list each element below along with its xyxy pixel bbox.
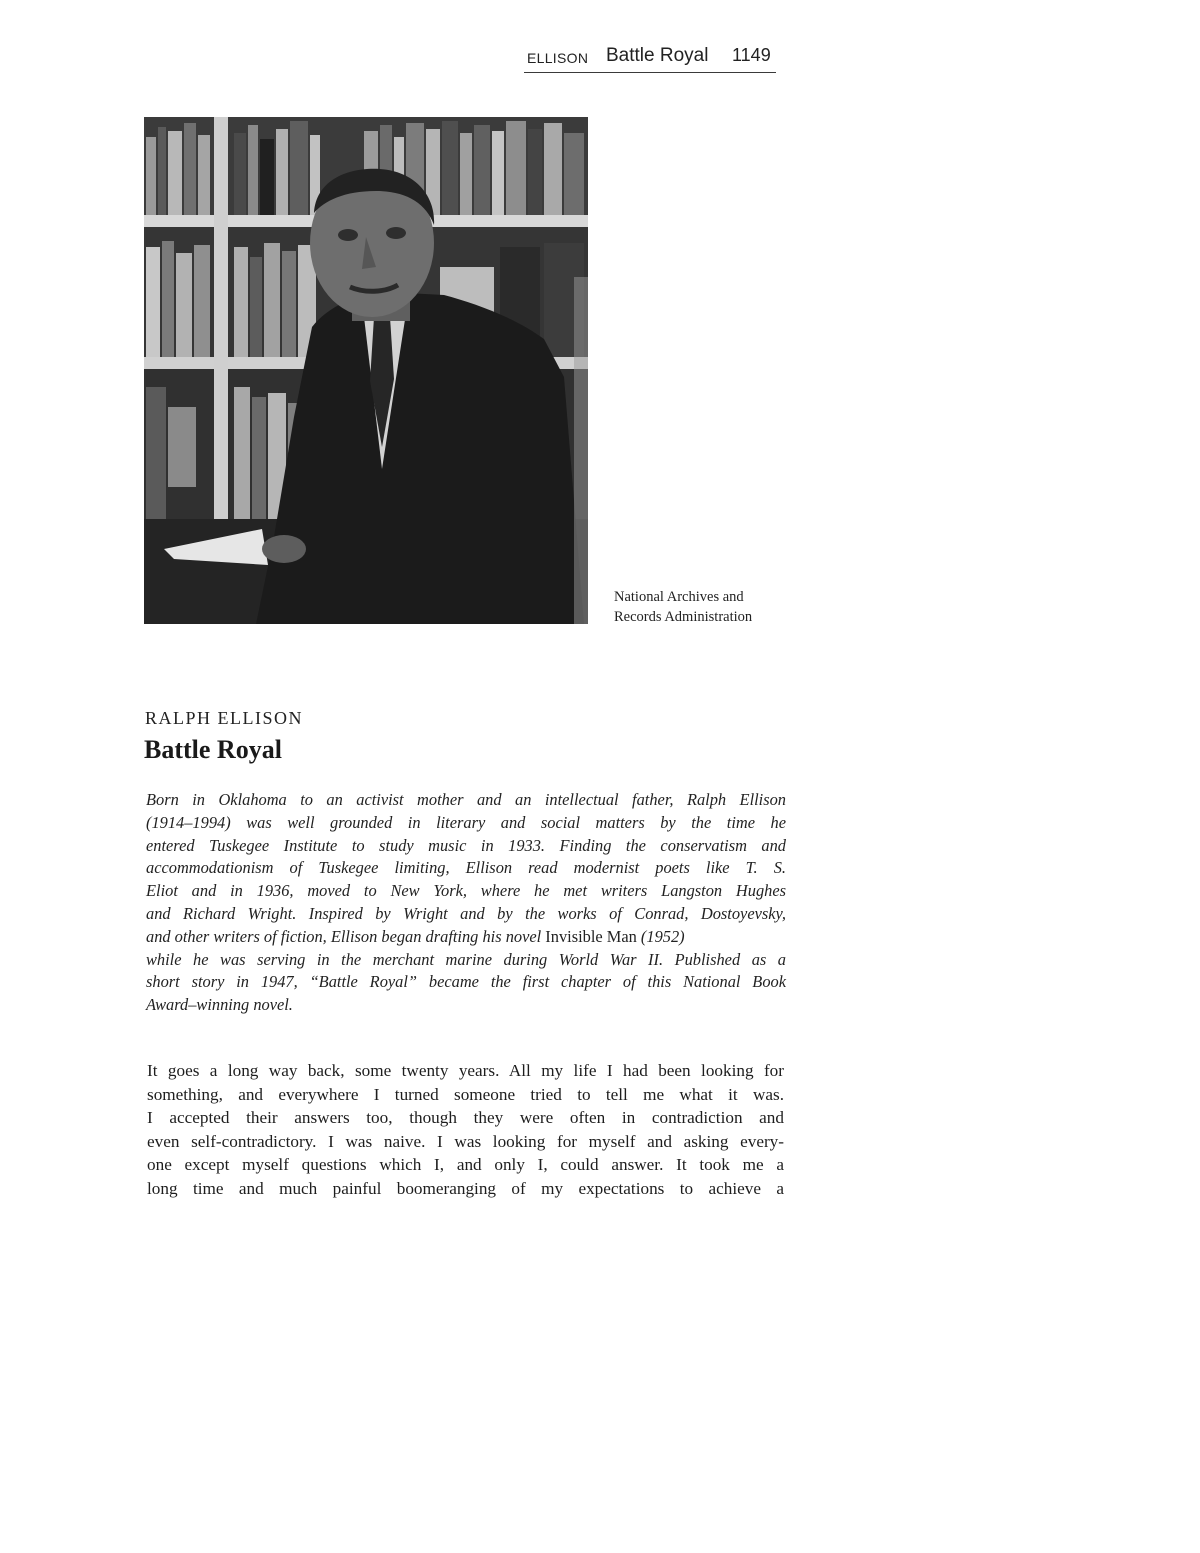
running-head — [524, 44, 776, 73]
bio-line: while he was serving in the merchant marine during World War II. Published as a — [146, 949, 786, 969]
story-body — [147, 1059, 784, 1201]
body-line: something, and everywhere I turned someone tried to tell me what it was. — [147, 1084, 784, 1104]
body-line: It goes a long way back, some twenty years. All my life I had been looking for — [147, 1061, 784, 1080]
photo-credit — [614, 587, 814, 627]
body-line: I accepted their answers too, though they were often in contradiction and — [147, 1108, 784, 1128]
running-head-author: ELLISON — [527, 50, 589, 66]
page-number: 1149 — [732, 45, 771, 65]
bio-line: and Richard Wright. Inspired by Wright and by the works of Conrad, Dostoyevsky, — [146, 903, 786, 923]
bio-line: Born in Oklahoma to an activist mother and an intellectual father, Ralph Ellison — [146, 790, 786, 809]
bio-line: short story in 1947, “Battle Royal” became the first chapter of this National Book — [146, 972, 786, 992]
body-line: one except myself questions which I, and only I, could answer. It took me a — [147, 1155, 784, 1175]
photo-credit-line-1: National Archives and — [614, 589, 744, 605]
story-title: Battle Royal — [144, 735, 282, 764]
running-head-title: Battle Royal — [606, 45, 709, 66]
bio-line: Eliot and in 1936, moved to New York, where he met writers Langston Hughes — [146, 881, 786, 901]
bio-line — [146, 926, 786, 949]
body-line: even self-contradictory. I was naive. I was looking for myself and asking every- — [147, 1131, 784, 1151]
bio-line: (1914–1994) was well grounded in literary and social matters by the time he — [146, 812, 786, 832]
bio-line: entered Tuskegee Institute to study music in 1933. Finding the conservatism and — [146, 835, 786, 855]
bio-line: accommodationism of Tuskegee limiting, Ellison read modernist poets like T. S. — [146, 858, 786, 878]
body-line: long time and much painful boomeranging of my expectations to achieve a — [147, 1178, 784, 1198]
author-name: RALPH ELLISON — [145, 708, 303, 728]
novel-title: Invisible Man — [545, 926, 637, 946]
bio-text: (1952) — [636, 926, 685, 946]
photo-credit-line-2: Records Administration — [614, 609, 753, 625]
author-photo — [144, 117, 588, 624]
bio-text: and other writers of fiction, Ellison began drafting his novel — [146, 926, 546, 946]
author-bio — [146, 789, 786, 1017]
bio-line: Award–winning novel. — [146, 995, 293, 1015]
